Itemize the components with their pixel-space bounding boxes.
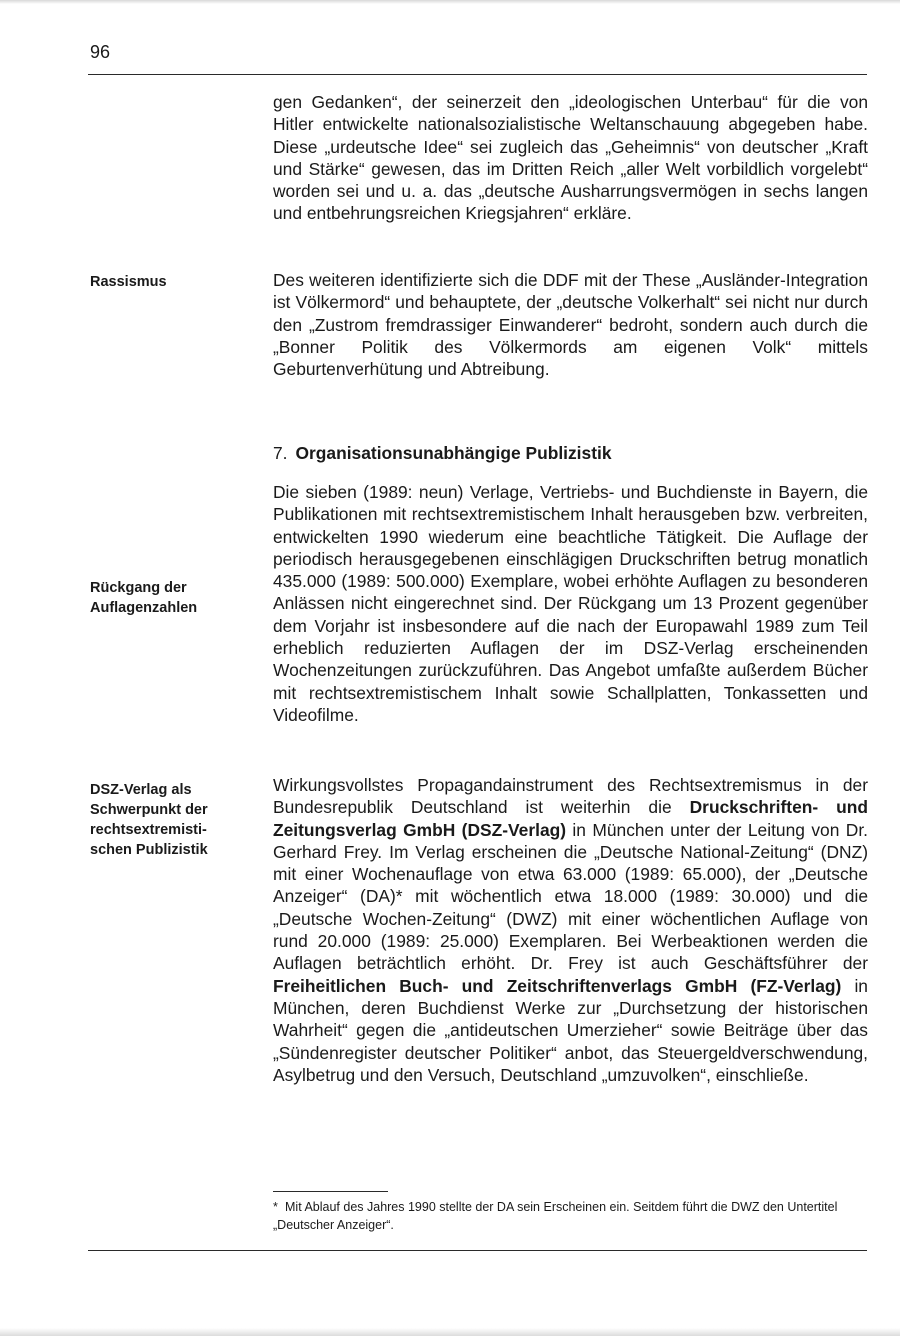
paragraph-text: Die sieben (1989: neun) Verlage, Vertriebs- und Buchdienste in Bayern, die Publikationen mit rechtsextremistischem Inhalt herausgeben bzw. verbreiten, entwickelten 1990 wiederum eine beachtliche Tätigkeit. Die Auflage der periodisch herausgegebenen einschlägigen Druckschriften betrug monatlich 435.000 (1989: 500.000) Exemplare, wobei erhöhte Auflagen zu besonderen Anlässen nicht eingerechnet sind. Der Rückgang um 13 Prozent gegenüber dem Vorjahr ist insbesondere auf die nach der Europawahl 1989 zum Teil erheblich reduzierten Auflagen der im DSZ-Verlag erscheinenden Wochenzeitungen zurückzuführen. Das Angebot umfaßte außerdem Bücher mit rechtsextremistischem Inhalt sowie Schallplatten, Tonkassetten und Videofilme. bbox=[273, 482, 868, 725]
margin-note-line: DSZ-Verlag als bbox=[90, 782, 192, 798]
text-run: in München unter der Leitung von Dr. Gerhard Frey. Im Verlag erscheinen die „Deutsche National-Zeitung“ (DNZ) mit einer Wochenauflage von etwa 63.000 (1989: 65.000), der „Deutsche Anzeiger“ (DA)* mit wöchentlich etwa 18.000 (1989: 30.000) und die „Deutsche Wochen-Zeitung“ (DWZ) mit einer wöchentlichen Auflage von rund 20.000 (1989: 25.000) Exemplaren. Bei Werbeaktionen werden die Auflagen beträchtlich erhöht. Dr. Frey ist auch Geschäftsführer der bbox=[273, 819, 868, 974]
scan-edge-bottom bbox=[0, 1328, 900, 1336]
section-number: 7. bbox=[273, 443, 288, 463]
text-run: Wirkungsvollstes Propagandainstrument des Rechtsextremismus in der Bundesrepublik Deutschland ist weiterhin die bbox=[273, 775, 868, 818]
margin-note-dsz bbox=[90, 780, 250, 860]
paragraph-text bbox=[273, 774, 868, 1086]
margin-note-line: schen Publizistik bbox=[90, 842, 208, 858]
paragraph-text: gen Gedanken“, der seinerzeit den „ideologischen Unterbau“ für die von Hitler entwickelte nationalsozialistische Weltanschauung abgegeben habe. Diese „urdeutsche Idee“ sei zugleich das „Geheimnis“ von deutscher „Kraft und Stärke“ gewesen, das im Dritten Reich „aller Welt vorbildlich vorgelebt“ worden sei und u. a. das „deutsche Ausharrungsvermögen in sechs langen und entbehrungsreichen Kriegsjahren“ erkläre. bbox=[273, 92, 868, 224]
margin-note-line: Schwerpunkt der bbox=[90, 802, 208, 818]
paragraph-text: Des weiteren identifizierte sich die DDF mit der These „Ausländer-Integration ist Völkermord“ und behauptete, der „deutsche Volkerhalt“ sei nicht nur durch den „Zustrom fremdrassiger Einwanderer“ bedroht, sondern auch durch die „Bonner Politik des Völkermords am eigenen Volk“ mittels Geburtenverhütung und Abtreibung. bbox=[273, 270, 868, 380]
section-title: Organisationsunabhängige Publizistik bbox=[295, 443, 612, 463]
text-run: in München, deren Buchdienst Werke zur „Durchsetzung der historischen Wahrheit“ gegen die „antideutschen Umerzieher“ sowie Beiträge über das „Sündenregister deutscher Politiker“ anbot, das Steuergeldverschwendung, Asylbetrug und den Versuch, Deutschland „umzuvolken“, einschließe. bbox=[273, 975, 868, 1085]
margin-note-auflagen bbox=[90, 578, 250, 618]
margin-note-line: rechtsextremisti- bbox=[90, 822, 207, 838]
footnote-marker: * bbox=[273, 1200, 278, 1214]
footnote-rule bbox=[273, 1191, 388, 1192]
paragraph-rassismus bbox=[273, 269, 868, 380]
publisher-name-dsz: Druckschriften- und Zeitungsverlag GmbH (DSZ-Verlag) bbox=[273, 797, 868, 840]
paragraph-verlage bbox=[273, 481, 868, 726]
margin-note-rassismus: Rassismus bbox=[90, 274, 167, 290]
paragraph-ideologie bbox=[273, 91, 868, 225]
scan-edge-top bbox=[0, 0, 900, 4]
footnote bbox=[273, 1198, 869, 1234]
margin-note-line: Rückgang der bbox=[90, 580, 187, 596]
section-heading bbox=[273, 442, 612, 464]
footnote-text: Mit Ablauf des Jahres 1990 stellte der DA sein Erscheinen ein. Seitdem führt die DWZ den Untertitel „Deutscher Anzeiger“. bbox=[273, 1200, 838, 1232]
footer-rule bbox=[88, 1250, 867, 1251]
paragraph-dsz-verlag bbox=[273, 774, 868, 1086]
margin-note-line: Auflagenzahlen bbox=[90, 600, 198, 616]
publisher-name-fz: Freiheitlichen Buch- und Zeitschriftenverlags GmbH (FZ-Verlag) bbox=[273, 975, 842, 996]
header-rule bbox=[88, 74, 867, 75]
page-number: 96 bbox=[90, 42, 111, 62]
